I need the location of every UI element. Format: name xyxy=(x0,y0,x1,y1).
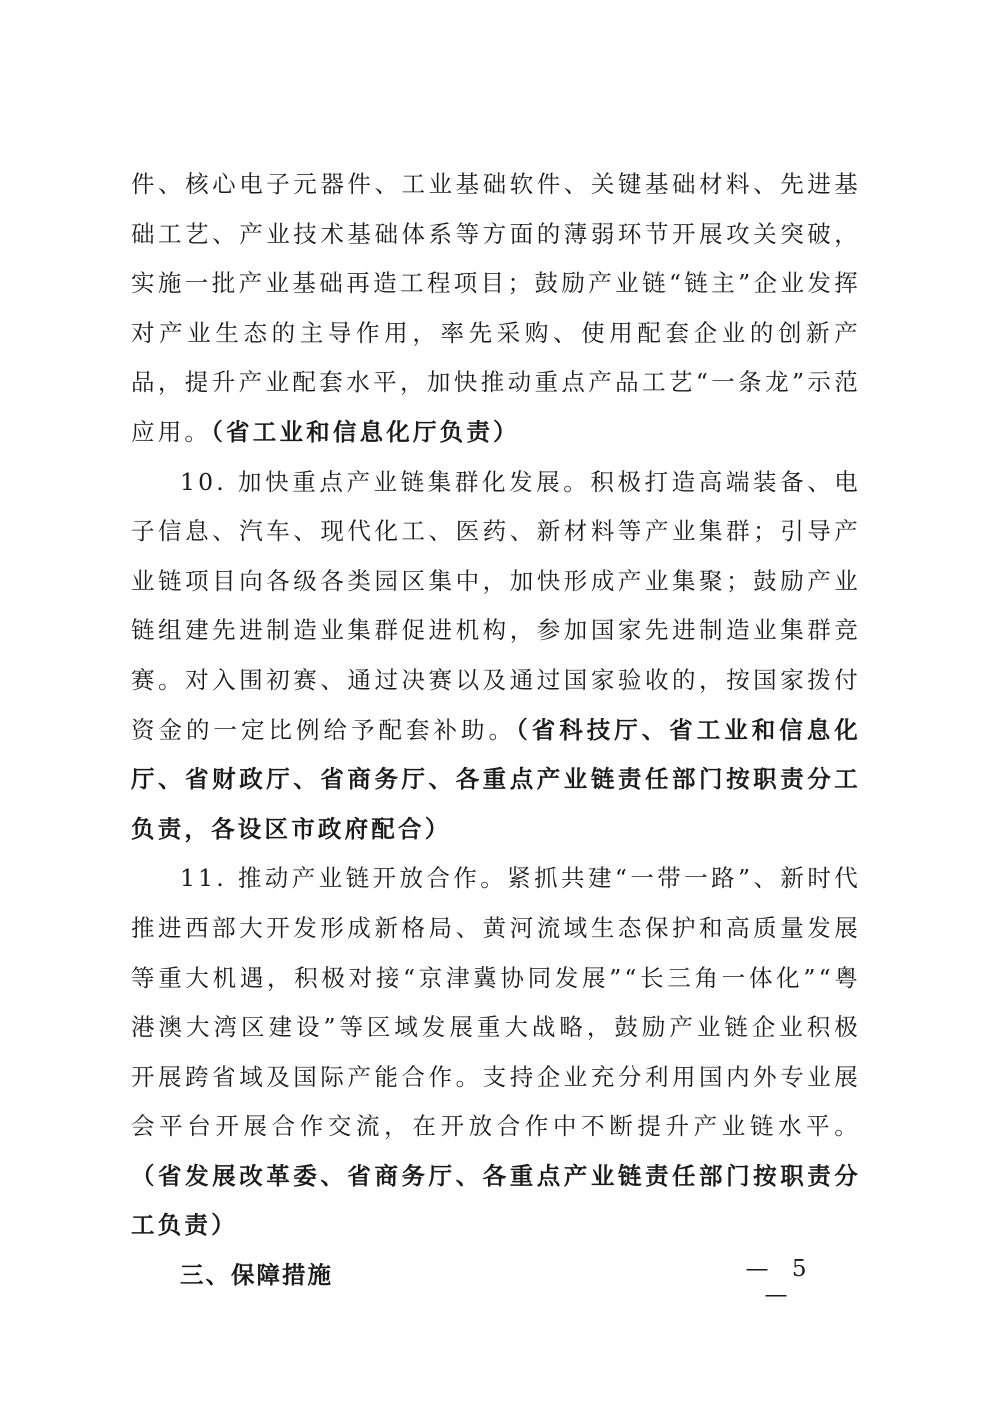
item-10-responsible: （省科技厅、省工业和信息化厅、省财政厅、省商务厅、各重点产业链责任部门按职责分工负责，各设区市政府配合） xyxy=(131,715,861,843)
body-text xyxy=(131,160,861,1301)
paragraph-1-text: 件、核心电子元器件、工业基础软件、关键基础材料、先进基础工艺、产业技术基础体系等方面的薄弱环节开展攻关突破，实施一批产业基础再造工程项目；鼓励产业链“链主”企业发挥对产业生态的主导作用，率先采购、使用配套企业的创新产品，提升产业配套水平，加快推动重点产品工艺“一条龙”示范应用。 xyxy=(131,170,861,446)
item-10-body: 积极打造高端装备、电子信息、汽车、现代化工、医药、新材料等产业集群；引导产业链项目向各级各类园区集中，加快形成产业集聚；鼓励产业链组建先进制造业集群促进机构，参加国家先进制造业集群竞赛。对入围初赛、通过决赛以及通过国家验收的，按国家拨付资金的一定比例给予配套补助。 xyxy=(131,467,861,744)
page-number: — 5 — xyxy=(745,1256,815,1308)
item-10-heading: 10. 加快重点产业链集群化发展。 xyxy=(180,467,591,496)
item-11-responsible: （省发展改革委、省商务厅、各重点产业链责任部门按职责分工负责） xyxy=(131,1161,861,1240)
paragraph-1-responsible: （省工业和信息化厅负责） xyxy=(211,417,520,446)
paragraph-continued xyxy=(131,160,861,458)
item-11-heading: 11. 推动产业链开放合作。 xyxy=(180,864,508,893)
item-10-paragraph xyxy=(131,458,861,855)
section-3-heading: 三、保障措施 xyxy=(180,1261,333,1290)
item-11-body: 紧抓共建“一带一路”、新时代推进西部大开发形成新格局、黄河流域生态保护和高质量发展等重大机遇，积极对接“京津冀协同发展”“长三角一体化”“粤港澳大湾区建设”等区域发展重大战略，鼓励产业链企业积极开展跨省域及国际产能合作。支持企业充分利用国内外专业展会平台开展合作交流，在开放合作中不断提升产业链水平。 xyxy=(131,864,861,1141)
item-11-paragraph xyxy=(131,854,861,1251)
